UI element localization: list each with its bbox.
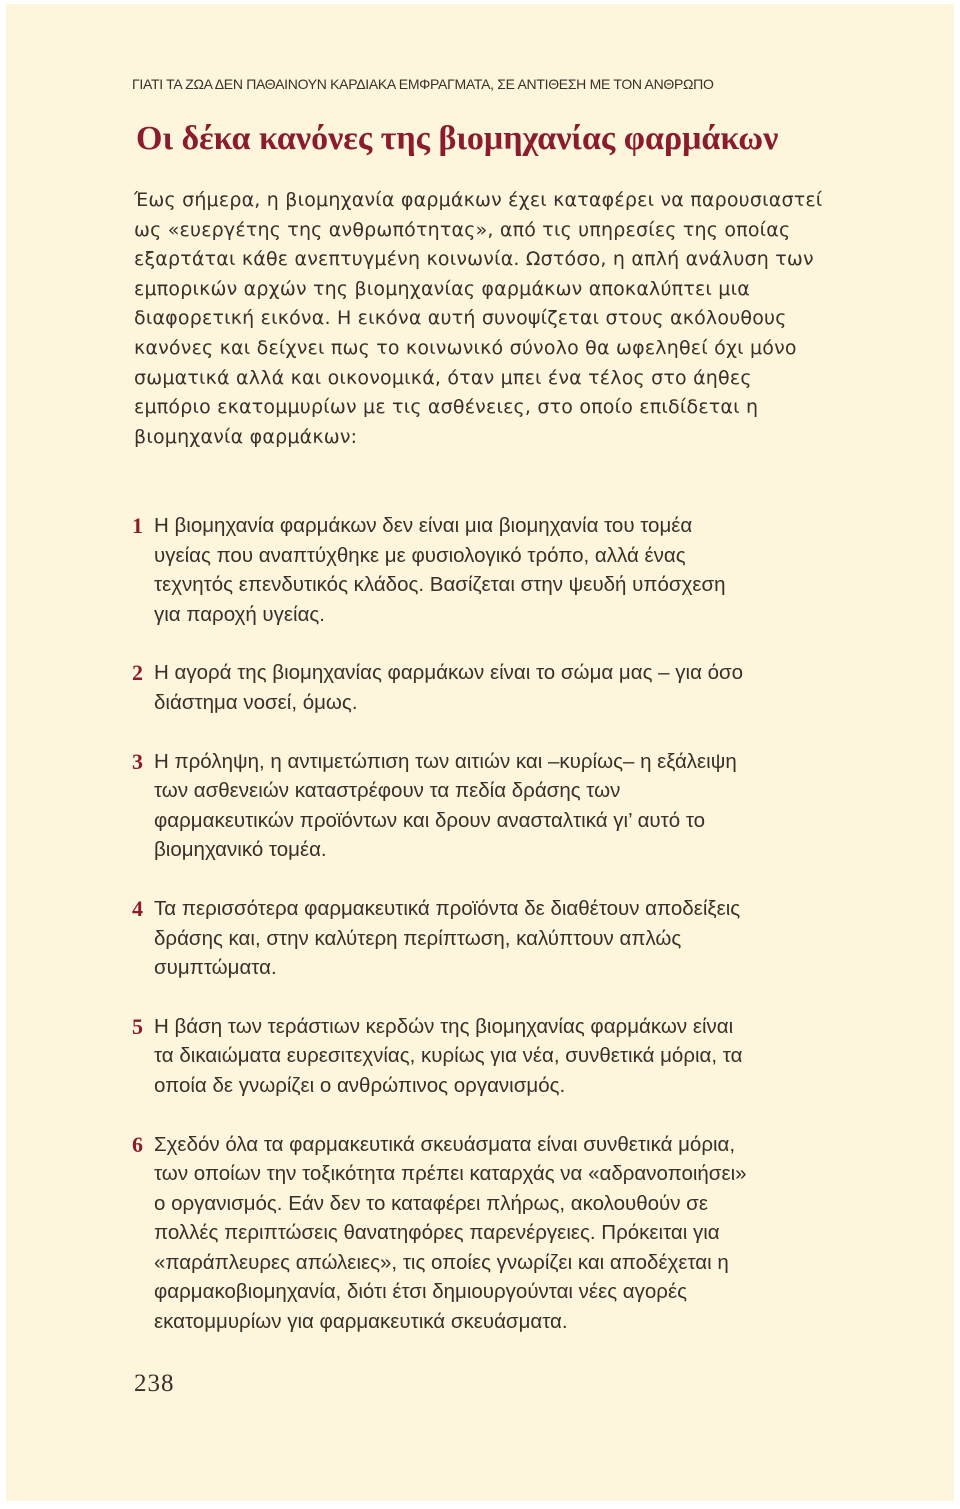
rule-item xyxy=(132,747,832,865)
rule-text: Η πρόληψη, η αντιμετώπιση των αιτιών και –κυρίως– η εξάλειψη των ασθενειών καταστρέφουν τα πεδία δράσης των φαρμακευτικών προϊόντων και δρουν ανασταλτικά γι’ αυτό το βιομηχανικό τομέα. xyxy=(154,749,737,862)
rule-text: Η βιομηχανία φαρμάκων δεν είναι μια βιομηχανία του τομέα υγείας που αναπτύχθηκε με φυσιολογικό τρόπο, αλλά ένας τεχνητός επενδυτικός κλάδος. Βασίζεται στην ψευδή υπόσχεση για παροχή υγείας. xyxy=(154,514,726,626)
rule-number: 6 xyxy=(132,1131,143,1157)
rule-number: 5 xyxy=(132,1013,143,1039)
rule-number: 3 xyxy=(132,748,143,774)
rule-number: 2 xyxy=(132,660,143,686)
rule-text: Σχεδόν όλα τα φαρμακευτικά σκευάσματα είναι συνθετικά μόρια, των οποίων την τοξικότητα πρέπει καταρχάς να «αδρανοποιήσει» ο οργανισμός. Εάν δεν το καταφέρει πλήρως, ακολουθούν σε πολλές περιπτώσεις θανατηφόρες παρενέργειες. Πρόκειται για «παράπλευρες απώλειες», τις οποίες γνωρίζει και αποδέχεται η φαρμακοβιομηχανία, διότι έτσι δημιουργούνται νέες αγορές εκατομμυρίων για φαρμακευτικά σκευάσματα. xyxy=(154,1132,747,1334)
running-head: ΓΙΑΤΙ ΤΑ ΖΩΑ ΔΕΝ ΠΑΘΑΙΝΟΥΝ ΚΑΡΔΙΑΚΑ ΕΜΦΡΑΓΜΑΤΑ, ΣΕ ΑΝΤΙΘΕΣΗ ΜΕ ΤΟΝ ΑΝΘΡΩΠΟ xyxy=(132,76,714,92)
rule-text: Η αγορά της βιομηχανίας φαρμάκων είναι το σώμα μας – για όσο διάστημα νοσεί, όμως. xyxy=(154,661,744,714)
rule-number: 1 xyxy=(132,513,143,538)
page-number: 238 xyxy=(134,1370,175,1397)
book-page xyxy=(6,4,954,1501)
rule-item xyxy=(132,1130,832,1337)
rule-text: Τα περισσότερα φαρμακευτικά προϊόντα δε διαθέτουν αποδείξεις δράσης και, στην καλύτερη περίπτωση, καλύπτουν απλώς συμπτώματα. xyxy=(154,896,741,980)
rule-text: Η βάση των τεράστιων κερδών της βιομηχανίας φαρμάκων είναι τα δικαιώματα ευρεσιτεχνίας, κυρίως για νέα, συνθετικά μόρια, τα οποία δε γνωρίζει ο ανθρώπινος οργανισμός. xyxy=(154,1014,743,1097)
chapter-title: Οι δέκα κανόνες της βιομηχανίας φαρμάκων xyxy=(136,120,779,157)
rule-item xyxy=(132,894,832,983)
rule-item xyxy=(132,1012,832,1101)
intro-paragraph: Έως σήμερα, η βιομηχανία φαρμάκων έχει καταφέρει να παρουσιαστεί ως «ευεργέτης της ανθρωπότητας», από τις υπηρεσίες της οποίας εξαρτάται κάθε ανεπτυγμένη κοινωνία. Ωστόσο, η απλή ανάλυση των εμπορικών αρχών της βιομηχανίας φαρμάκων αποκαλύπτει μια διαφορετική εικόνα. Η εικόνα αυτή συνοψίζεται στους ακόλουθους κανόνες και δείχνει πως το κοινωνικό σύνολο θα ωφεληθεί όχι μόνο σωματικά αλλά και οικονομικά, όταν μπει ένα τέλος στο άηθες εμπόριο εκατομμυρίων με τις ασθένειες, στο οποίο επιδίδεται η βιομηχανία φαρμάκων: xyxy=(134,189,823,448)
rule-item xyxy=(132,511,832,629)
rule-number: 4 xyxy=(132,895,143,921)
rule-item xyxy=(132,658,832,717)
rules-list xyxy=(132,511,832,1366)
